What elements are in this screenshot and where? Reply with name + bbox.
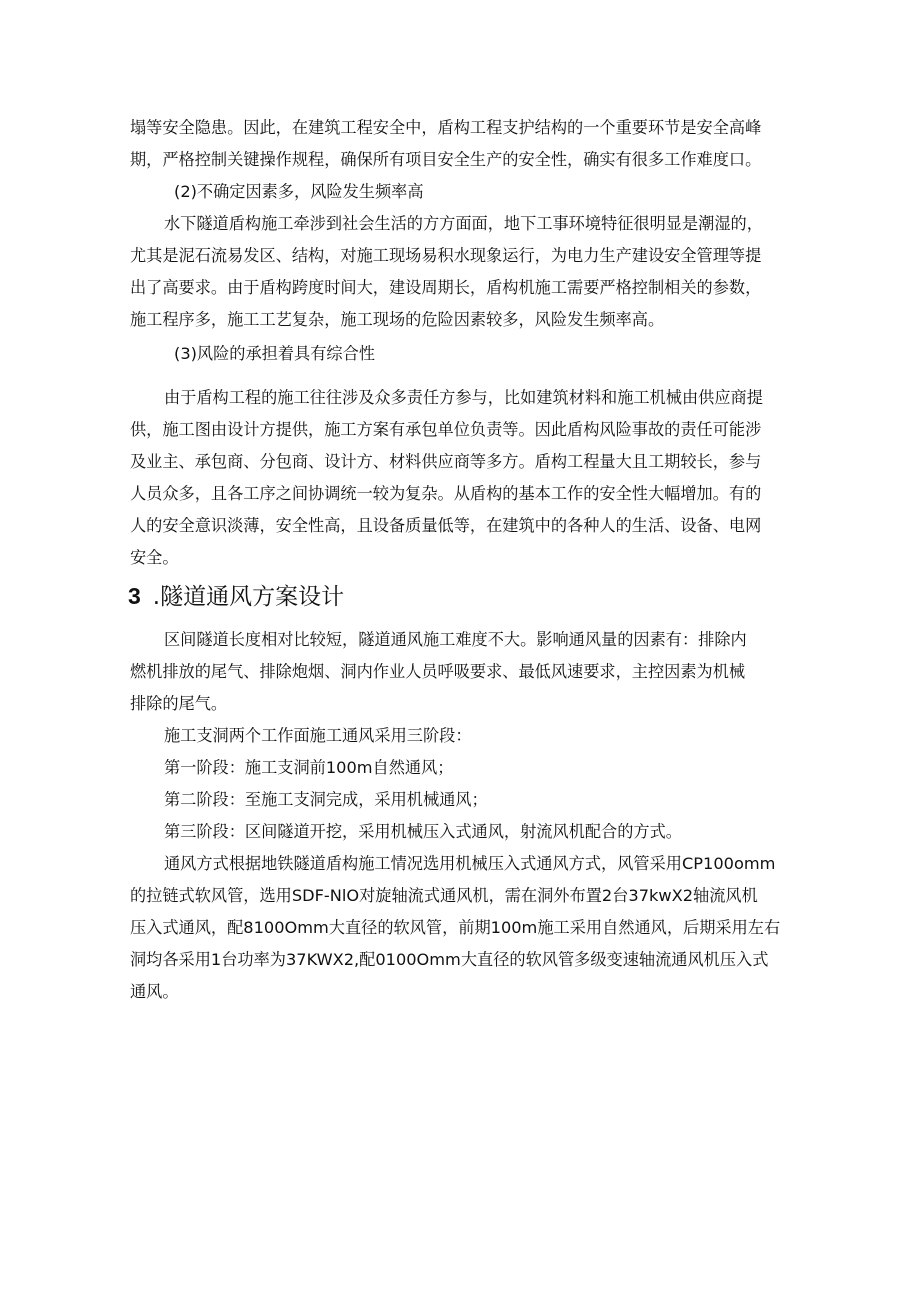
paragraph-line: 燃机排放的尾气、排除炮烟、洞内作业人员呼吸要求、最低风速要求，主控因素为机械 (130, 662, 746, 681)
paragraph-line: 人员众多，且各工序之间协调统一较为复杂。从盾构的基本工作的安全性大幅增加。有的 (130, 484, 762, 503)
paragraph-line: 通风。 (130, 982, 179, 1001)
paragraph-line: 塌等安全隐患。因此，在建筑工程安全中，盾构工程支护结构的一个重要环节是安全高峰 (130, 118, 762, 137)
section-3-heading (128, 580, 344, 613)
paragraph-line: 安全。 (130, 548, 179, 567)
paragraph-line: 供，施工图由设计方提供，施工方案有承包单位负责等。因此盾构风险事故的责任可能涉 (130, 420, 762, 439)
paragraph-line: 由于盾构工程的施工往往涉及众多责任方参与，比如建筑材料和施工机械由供应商提 (164, 388, 763, 407)
paragraph-line: 压入式通风，配8100Omm大直径的软风管，前期100m施工采用自然通风，后期采用左右 (130, 918, 781, 937)
stage-three-line: 第三阶段：区间隧道开挖，采用机械压入式通风，射流风机配合的方式。 (164, 822, 682, 841)
paragraph-line: 期，严格控制关键操作规程，确保所有项目安全生产的安全性，确实有很多工作难度口。 (130, 150, 762, 169)
paragraph-line: 水下隧道盾构施工牵涉到社会生活的方方面面，地下工事环境特征很明显是潮湿的， (164, 214, 763, 233)
paragraph-line: 洞均各采用1台功率为37KWX2,配0100Omm大直径的软风管多级变速轴流通风机压入式 (130, 950, 769, 969)
paragraph-line: 尤其是泥石流易发区、结构，对施工现场易积水现象运行，为电力生产建设安全管理等提 (130, 246, 762, 265)
paragraph-line: 排除的尾气。 (130, 694, 228, 713)
subheading-risk-bearing: (3)风险的承担着具有综合性 (174, 344, 375, 363)
section-number: 3 (128, 583, 141, 609)
paragraph-line: 的拉链式软风管，选用SDF-NlO对旋轴流式通风机，需在洞外布置2台37kwX2轴流风机 (130, 886, 758, 905)
paragraph-line: 人的安全意识淡薄，安全性高，且设备质量低等，在建筑中的各种人的生活、设备、电网 (130, 516, 762, 535)
stage-one-line: 第一阶段：施工支洞前100m自然通风； (164, 758, 454, 777)
paragraph-line: 施工支洞两个工作面施工通风采用三阶段： (164, 726, 472, 745)
paragraph-line: 出了高要求。由于盾构跨度时间大，建设周期长，盾构机施工需要严格控制相关的参数， (130, 278, 762, 297)
paragraph-line: 通风方式根据地铁隧道盾构施工情况选用机械压入式通风方式，风管采用CP100omm (164, 854, 776, 873)
paragraph-line: 施工程序多，施工工艺复杂，施工现场的危险因素较多，风险发生频率高。 (130, 310, 665, 329)
paragraph-line: 及业主、承包商、分包商、设计方、材料供应商等多方。盾构工程量大且工期较长，参与 (130, 452, 762, 471)
stage-two-line: 第二阶段：至施工支洞完成，采用机械通风； (164, 790, 488, 809)
subheading-risk-frequency: (2)不确定因素多，风险发生频率高 (174, 182, 424, 201)
paragraph-line: 区间隧道长度相对比较短，隧道通风施工难度不大。影响通风量的因素有：排除内 (164, 630, 747, 649)
section-title: .隧道通风方案设计 (152, 584, 345, 610)
